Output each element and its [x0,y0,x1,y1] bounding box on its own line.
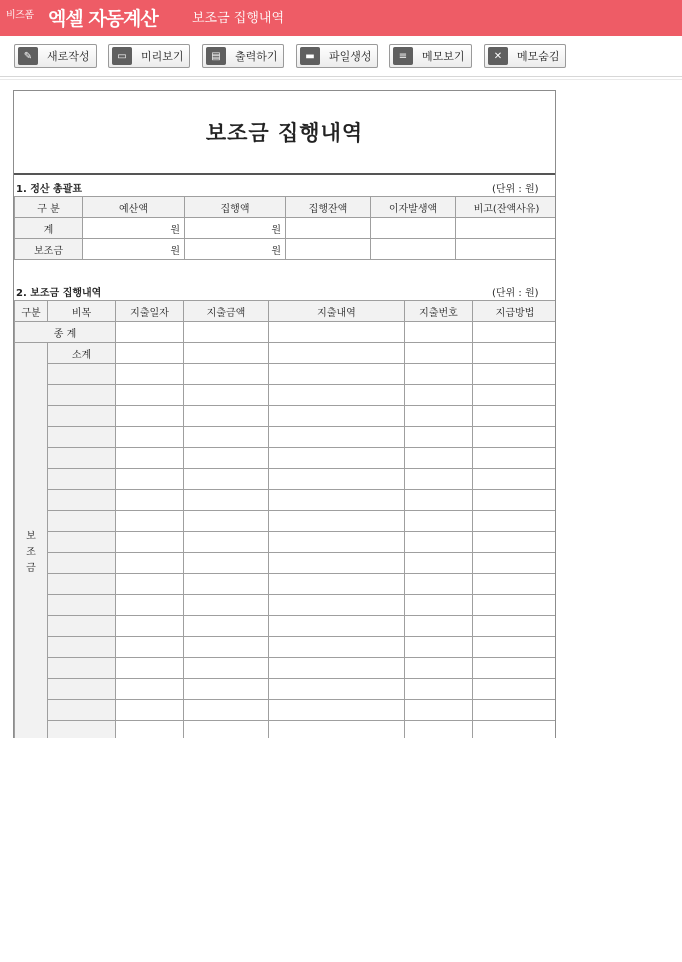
description-cell[interactable] [269,385,405,406]
payment-method-cell[interactable] [473,406,557,427]
date-cell[interactable] [116,406,184,427]
spent-cell[interactable]: 원 [185,239,286,260]
amount-cell[interactable] [184,595,269,616]
section2-unit: (단위 : 원) [492,288,539,299]
payment-method-cell[interactable] [473,637,557,658]
balance-cell[interactable] [286,239,371,260]
expense-item-cell[interactable] [48,490,116,511]
subsidy-group-char: 금 [26,562,36,574]
expense-item-cell[interactable] [48,427,116,448]
payment-method-cell[interactable] [473,721,557,739]
amount-cell[interactable] [184,322,269,343]
date-cell[interactable] [116,427,184,448]
expense-item-cell[interactable] [48,637,116,658]
remarks-cell[interactable] [456,239,557,260]
new-document-icon: ✎ [18,47,38,65]
amount-cell[interactable] [184,364,269,385]
amount-cell[interactable] [184,448,269,469]
date-cell[interactable] [116,574,184,595]
amount-cell[interactable] [184,700,269,721]
preview-button[interactable] [108,44,190,68]
entry-row [15,721,557,739]
detail-header-cell: 구분 [15,301,48,322]
date-cell[interactable] [116,700,184,721]
section1-unit: (단위 : 원) [492,184,539,195]
subsidy-group-char: 조 [26,546,36,558]
toolbar [0,36,682,78]
description-cell[interactable] [269,679,405,700]
amount-cell[interactable] [184,490,269,511]
payment-method-cell[interactable] [473,616,557,637]
print-button[interactable] [202,44,284,68]
entry-row [15,469,557,490]
number-cell[interactable] [405,364,473,385]
section2-title: 2. 보조금 집행내역 [16,288,102,299]
interest-cell[interactable] [371,218,456,239]
description-cell[interactable] [269,364,405,385]
expense-item-cell[interactable] [48,721,116,739]
expense-item-cell[interactable] [48,658,116,679]
summary-header-cell: 집행잔액 [286,197,371,218]
preview-monitor-icon: ▭ [112,47,132,65]
payment-method-cell[interactable] [473,343,557,364]
description-cell[interactable] [269,343,405,364]
date-cell[interactable] [116,511,184,532]
date-cell[interactable] [116,322,184,343]
payment-method-cell[interactable] [473,511,557,532]
number-cell[interactable] [405,679,473,700]
date-cell[interactable] [116,490,184,511]
entry-row [15,637,557,658]
new-button-label: 새로작성 [47,50,90,63]
print-button-label: 출력하기 [235,50,278,63]
amount-cell[interactable] [184,343,269,364]
create-file-button-label: 파일생성 [329,50,372,63]
hide-memo-button-label: 메모숨김 [517,50,560,63]
expense-item-cell[interactable] [48,532,116,553]
subsidy-group-label [15,343,48,739]
remarks-cell[interactable] [456,218,557,239]
description-cell[interactable] [269,448,405,469]
show-memo-button-label: 메모보기 [422,50,465,63]
expense-item-cell[interactable] [48,364,116,385]
date-cell[interactable] [116,469,184,490]
date-cell[interactable] [116,343,184,364]
expense-item-cell[interactable] [48,700,116,721]
number-cell[interactable] [405,553,473,574]
detail-header-row [15,301,557,322]
payment-method-cell[interactable] [473,553,557,574]
description-cell[interactable] [269,553,405,574]
number-cell[interactable] [405,469,473,490]
balance-cell[interactable] [286,218,371,239]
amount-cell[interactable] [184,511,269,532]
summary-header-cell: 비고(잔액사유) [456,197,557,218]
toolbar-divider [0,76,682,80]
spent-cell[interactable]: 원 [185,218,286,239]
summary-table [14,196,556,260]
payment-method-cell[interactable] [473,385,557,406]
expense-item-cell[interactable] [48,511,116,532]
description-cell[interactable] [269,427,405,448]
amount-cell[interactable] [184,658,269,679]
memo-icon: ≡ [393,47,413,65]
amount-cell[interactable] [184,679,269,700]
number-cell[interactable] [405,532,473,553]
page-title: 보조금 집행내역 [192,11,285,26]
budget-cell[interactable]: 원 [83,218,185,239]
number-cell[interactable] [405,343,473,364]
amount-cell[interactable] [184,469,269,490]
description-cell[interactable] [269,511,405,532]
description-cell[interactable] [269,406,405,427]
document-title: 보조금 집행내역 [14,91,555,175]
hide-memo-button[interactable] [484,44,566,68]
entry-row [15,616,557,637]
subtotal-label: 소계 [48,343,116,364]
number-cell[interactable] [405,658,473,679]
description-cell[interactable] [269,637,405,658]
payment-method-cell[interactable] [473,322,557,343]
create-file-button[interactable] [296,44,378,68]
number-cell[interactable] [405,616,473,637]
entry-row [15,574,557,595]
expense-item-cell[interactable] [48,553,116,574]
entry-row [15,364,557,385]
date-cell[interactable] [116,721,184,739]
summary-header-cell: 예산액 [83,197,185,218]
subtotal-row [15,343,557,364]
new-button[interactable] [14,44,97,68]
expense-item-cell[interactable] [48,616,116,637]
expense-item-cell[interactable] [48,448,116,469]
payment-method-cell[interactable] [473,574,557,595]
description-cell[interactable] [269,322,405,343]
date-cell[interactable] [116,532,184,553]
description-cell[interactable] [269,721,405,739]
description-cell[interactable] [269,490,405,511]
expense-item-cell[interactable] [48,679,116,700]
number-cell[interactable] [405,511,473,532]
detail-header-cell: 비목 [48,301,116,322]
entry-row [15,679,557,700]
entry-row [15,406,557,427]
expense-item-cell[interactable] [48,406,116,427]
document-sheet [13,90,556,738]
number-cell[interactable] [405,700,473,721]
number-cell[interactable] [405,406,473,427]
detail-table [14,300,556,738]
entry-row [15,658,557,679]
amount-cell[interactable] [184,616,269,637]
summary-row-subsidy [15,239,557,260]
expense-item-cell[interactable] [48,595,116,616]
entry-row [15,595,557,616]
number-cell[interactable] [405,385,473,406]
summary-row-label: 보조금 [15,239,83,260]
payment-method-cell[interactable] [473,658,557,679]
payment-method-cell[interactable] [473,532,557,553]
payment-method-cell[interactable] [473,448,557,469]
summary-header-cell: 이자발생액 [371,197,456,218]
entry-row [15,490,557,511]
amount-cell[interactable] [184,637,269,658]
brand-title: 엑셀 자동계산 [48,8,158,30]
date-cell[interactable] [116,637,184,658]
summary-header-cell: 구 분 [15,197,83,218]
summary-header-row [15,197,557,218]
folder-icon: ▬ [300,47,320,65]
description-cell[interactable] [269,700,405,721]
subsidy-group-char: 보 [26,530,36,542]
description-cell[interactable] [269,574,405,595]
entry-row [15,448,557,469]
summary-row-total [15,218,557,239]
amount-cell[interactable] [184,532,269,553]
entry-row [15,700,557,721]
date-cell[interactable] [116,679,184,700]
amount-cell[interactable] [184,427,269,448]
entry-row [15,385,557,406]
date-cell[interactable] [116,616,184,637]
number-cell[interactable] [405,595,473,616]
detail-header-cell: 지급방법 [473,301,557,322]
date-cell[interactable] [116,658,184,679]
detail-header-cell: 지출내역 [269,301,405,322]
payment-method-cell[interactable] [473,595,557,616]
show-memo-button[interactable] [389,44,472,68]
summary-row-label: 계 [15,218,83,239]
entry-row [15,511,557,532]
expense-item-cell[interactable] [48,469,116,490]
payment-method-cell[interactable] [473,469,557,490]
description-cell[interactable] [269,532,405,553]
entry-row [15,532,557,553]
hide-memo-icon: ✕ [488,47,508,65]
description-cell[interactable] [269,658,405,679]
amount-cell[interactable] [184,406,269,427]
section1-title: 1. 정산 총괄표 [16,184,83,195]
payment-method-cell[interactable] [473,679,557,700]
payment-method-cell[interactable] [473,490,557,511]
print-icon: ▤ [206,47,226,65]
date-cell[interactable] [116,385,184,406]
date-cell[interactable] [116,553,184,574]
detail-header-cell: 지출번호 [405,301,473,322]
description-cell[interactable] [269,616,405,637]
amount-cell[interactable] [184,721,269,739]
payment-method-cell[interactable] [473,427,557,448]
interest-cell[interactable] [371,239,456,260]
number-cell[interactable] [405,427,473,448]
budget-cell[interactable]: 원 [83,239,185,260]
date-cell[interactable] [116,448,184,469]
payment-method-cell[interactable] [473,700,557,721]
summary-header-cell: 집행액 [185,197,286,218]
description-cell[interactable] [269,469,405,490]
brand-bizforms-label: 비즈폼 [6,10,34,21]
number-cell[interactable] [405,448,473,469]
entry-row [15,553,557,574]
number-cell[interactable] [405,574,473,595]
payment-method-cell[interactable] [473,364,557,385]
app-header [0,0,682,36]
grand-total-label: 종 계 [15,322,116,343]
date-cell[interactable] [116,364,184,385]
description-cell[interactable] [269,595,405,616]
amount-cell[interactable] [184,574,269,595]
detail-header-cell: 지출금액 [184,301,269,322]
detail-header-cell: 지출일자 [116,301,184,322]
number-cell[interactable] [405,721,473,739]
date-cell[interactable] [116,595,184,616]
entry-row [15,427,557,448]
grand-total-row [15,322,557,343]
amount-cell[interactable] [184,385,269,406]
number-cell[interactable] [405,637,473,658]
number-cell[interactable] [405,322,473,343]
number-cell[interactable] [405,490,473,511]
amount-cell[interactable] [184,553,269,574]
expense-item-cell[interactable] [48,385,116,406]
expense-item-cell[interactable] [48,574,116,595]
preview-button-label: 미리보기 [141,50,184,63]
